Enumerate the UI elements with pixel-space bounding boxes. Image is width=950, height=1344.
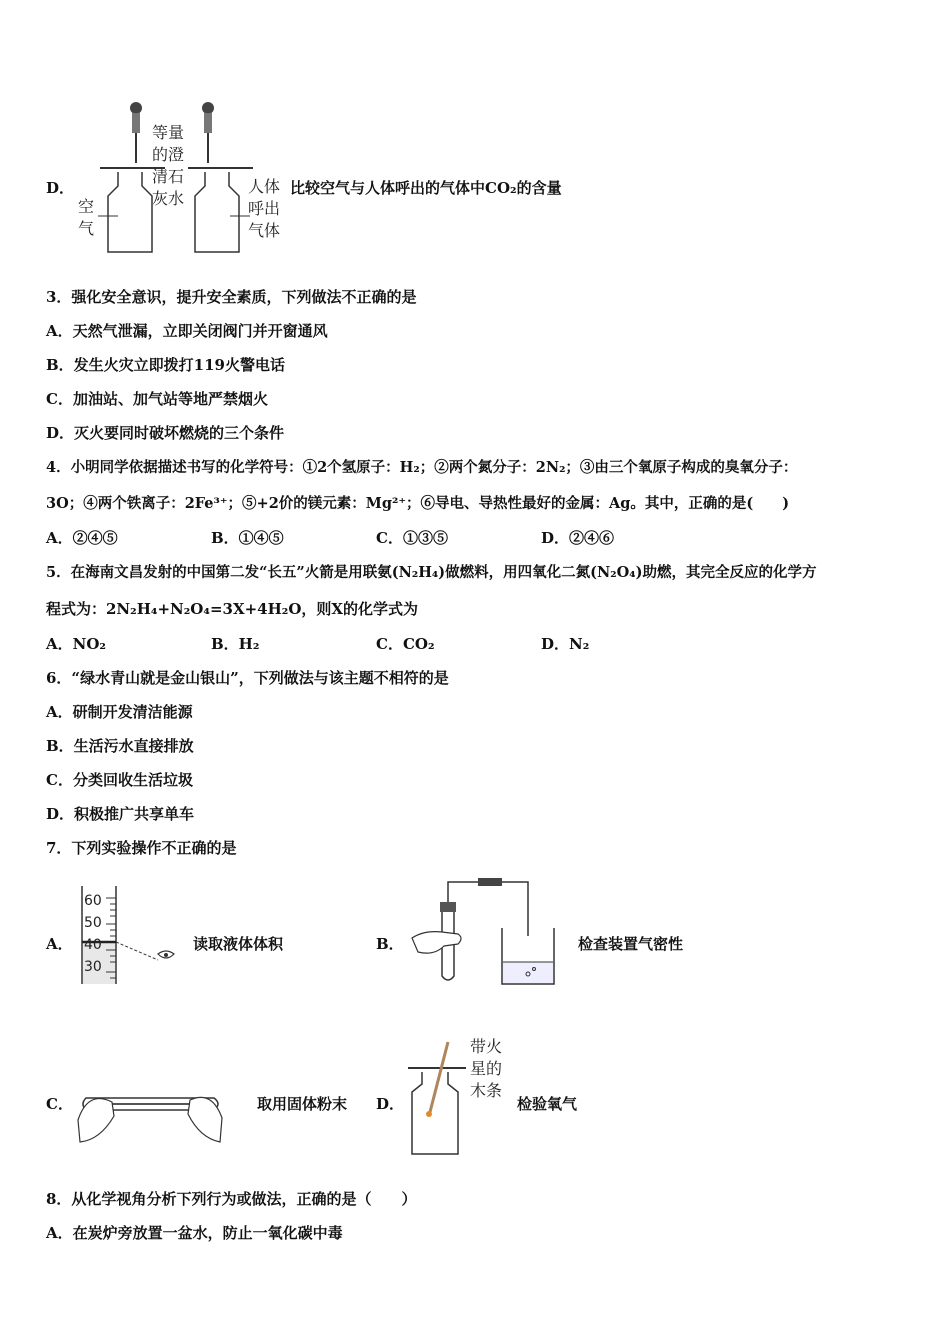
q7-option-a-letter: A． <box>46 935 73 953</box>
oxygen-bottle-splint-icon <box>404 1038 474 1158</box>
dropper-right-icon <box>202 102 214 163</box>
bottle-air-icon <box>108 172 152 252</box>
bottle-breath-icon <box>195 172 239 252</box>
q3-option-a: A．天然气泄漏，立即关闭阀门并开窗通风 <box>46 322 328 340</box>
q4-option-a: A．②④⑤ <box>46 529 118 547</box>
q8-stem: 8．从化学视角分析下列行为或做法，正确的是（ ） <box>46 1190 417 1208</box>
q6-option-d: D．积极推广共享单车 <box>46 805 195 823</box>
label-glowing-splint: 带火 星的 木条 <box>470 1037 503 1100</box>
q8-option-a: A．在炭炉旁放置一盆水，防止一氧化碳中毒 <box>46 1224 343 1242</box>
q4-stem-line1: 4．小明同学依据描述书写的化学符号：①2个氢原子：H₂；②两个氮分子：2N₂；③由三个氧原子构成的臭氧分子： <box>46 459 798 476</box>
q4-option-d: D．②④⑥ <box>541 529 615 547</box>
q7-a-caption: 读取液体体积 <box>193 935 284 953</box>
q7-b-caption: 检查装置气密性 <box>578 935 684 953</box>
q6-option-a: A．研制开发清洁能源 <box>46 703 193 721</box>
q7-c-caption: 取用固体粉末 <box>257 1095 348 1113</box>
q5-option-a: A．NO₂ <box>46 635 106 653</box>
test-tube-powder-icon <box>72 1080 232 1150</box>
label-exhaled-gas: 人体 呼出 气体 <box>248 177 281 240</box>
q7-c-figure <box>72 1080 232 1150</box>
q2-d-caption: 比较空气与人体呼出的气体中CO₂的含量 <box>290 179 562 197</box>
q6-stem: 6．“绿水青山就是金山银山”，下列做法与该主题不相符的是 <box>46 669 449 687</box>
q6-option-b: B．生活污水直接排放 <box>46 737 194 755</box>
q3-stem: 3．强化安全意识，提升安全素质，下列做法不正确的是 <box>46 288 417 306</box>
right-hand-icon <box>188 1097 222 1142</box>
q7-option-b-letter: B． <box>376 935 404 953</box>
airtightness-apparatus-icon <box>404 876 564 988</box>
q3-option-d: D．灭火要同时破坏燃烧的三个条件 <box>46 424 285 442</box>
q5-option-b: B．H₂ <box>211 635 260 653</box>
q7-option-c-letter: C． <box>46 1095 73 1113</box>
q7-b-figure <box>404 876 564 988</box>
q4-option-b: B．①④⑤ <box>211 529 284 547</box>
label-clear-limewater: 等量 的澄 清石 灰水 <box>152 123 185 208</box>
q5-stem-line2: 程式为：2N₂H₄+N₂O₄=3X+4H₂O，则X的化学式为 <box>46 600 419 618</box>
q5-option-d: D．N₂ <box>541 635 590 653</box>
q6-option-c: C．分类回收生活垃圾 <box>46 771 193 789</box>
cylinder-tick-labels: 60 50 40 30 <box>84 893 102 975</box>
q7-d-caption: 检验氧气 <box>517 1095 578 1113</box>
q2-option-d-letter: D． <box>46 179 75 197</box>
q4-stem-line2: 3O；④两个铁离子：2Fe³⁺；⑤+2价的镁元素：Mg²⁺；⑥导电、导热性最好的金属：Ag。其中，正确的是( ) <box>46 495 790 512</box>
q7-d-figure <box>404 1038 474 1158</box>
eye-icon <box>158 951 174 958</box>
dropper-left-icon <box>130 102 142 163</box>
q3-option-b: B．发生火灾立即拨打119火警电话 <box>46 356 285 374</box>
q7-option-d-letter: D． <box>376 1095 405 1113</box>
q7-stem: 7．下列实验操作不正确的是 <box>46 839 237 857</box>
q3-option-c: C．加油站、加气站等地严禁烟火 <box>46 390 268 408</box>
label-air: 空 气 <box>78 197 95 238</box>
q5-stem-line1: 5．在海南文昌发射的中国第二发“长五”火箭是用联氨(N₂H₄)做燃料，用四氧化二氮(N₂O₄)助燃，其完全反应的化学方 <box>46 564 817 581</box>
q5-option-c: C．CO₂ <box>376 635 435 653</box>
q4-option-c: C．①③⑤ <box>376 529 448 547</box>
